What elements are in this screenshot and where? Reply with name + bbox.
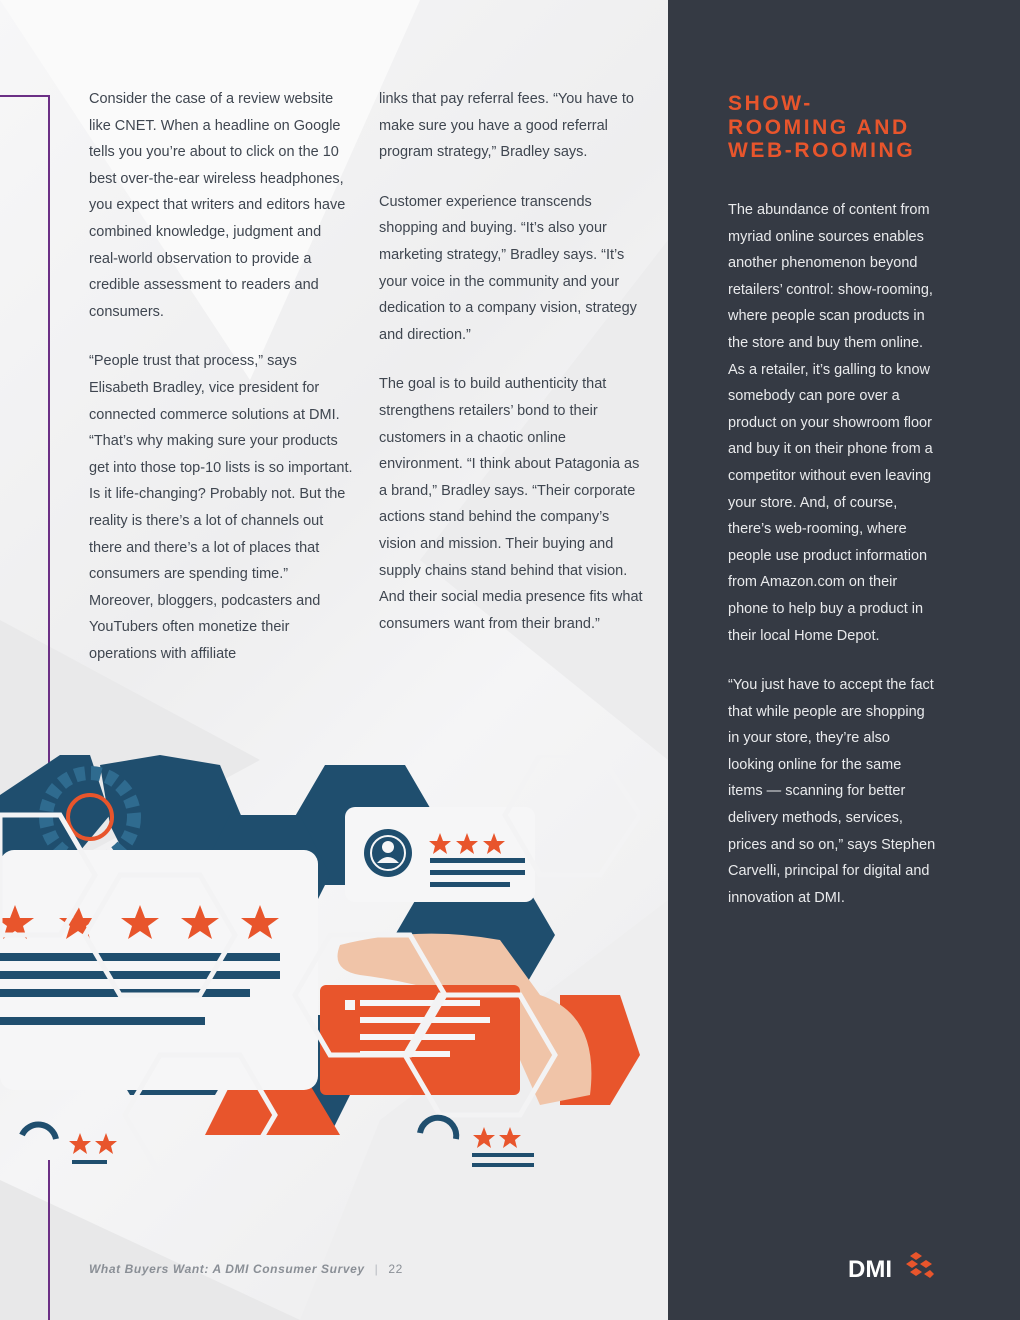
paragraph: links that pay referral fees. “You have to make sure you have a good referral program strategy,” Bradley says.: [379, 91, 634, 161]
purple-rule-vertical: [48, 95, 50, 775]
sidebar-panel: [668, 0, 1020, 1320]
logo-wordmark: DMI: [848, 1256, 892, 1282]
purple-rule-vertical-lower: [48, 1160, 50, 1320]
sidebar-heading-line: SHOW-: [728, 92, 813, 115]
sidebar-paragraph: “You just have to accept the fact that while people are shopping in your store, they’re also looking online for the same items — scanning for better delivery methods, services, prices and so on,” says Stephen Carvelli, principal for digital and innovation at DMI.: [728, 677, 936, 906]
paragraph: The goal is to build authenticity that strengthens retailers’ bond to their customers in a chaotic online environment. “I think about Patagonia as a brand,” Bradley says. “Their corporate actions stand behind the company’s vision and mission. Their buying and supply chains stand behind that vision. And their social media presence fits what consumers want from their brand.”: [379, 376, 643, 632]
sidebar-heading-line: WEB-ROOMING: [728, 139, 916, 162]
paragraph: Customer experience transcends shopping and buying. “It’s also your marketing strategy,” Bradley says. “It’s your voice in the community and your dedication to a company vision, strategy and direction.”: [379, 193, 637, 343]
sidebar-body: [728, 197, 938, 934]
page-number: 22: [388, 1262, 403, 1276]
sidebar-heading-line: ROOMING AND: [728, 115, 910, 139]
mini-review-right: [420, 1118, 534, 1167]
publication-title: What Buyers Want: A DMI Consumer Survey: [89, 1262, 365, 1276]
article-column-1: [89, 86, 354, 690]
page-footer: [89, 1262, 403, 1276]
sidebar-heading: [728, 92, 968, 163]
paragraph: “People trust that process,” says Elisabeth Bradley, vice president for connected commerce solutions at DMI. “That’s why making sure your products get into those top-10 lists is so important. Is it life-changing? Probably not. But the reality is there’s a lot of channels out there and there’s a lot of places that consumers are spending time.” Moreover, bloggers, podcasters and YouTubers often monetize their operations with affiliate: [89, 353, 353, 662]
logo-mark-icon: [906, 1252, 934, 1278]
review-hexagon-illustration: [0, 755, 668, 1175]
purple-rule-top: [0, 95, 50, 97]
article-column-2: [379, 86, 644, 660]
dmi-logo: [848, 1248, 934, 1282]
footer-separator: |: [374, 1262, 379, 1276]
sidebar-paragraph: The abundance of content from myriad online sources enables another phenomenon beyond retailers’ control: show-rooming, where people scan products in the store and buy them online. As a retailer, it’s galling to know somebody can pore over a product on your showroom floor and buy it on their phone from a competitor without even leaving your store. And, of course, there’s web-rooming, where people use product information from Amazon.com on their phone to help buy a product in their local Home Depot.: [728, 202, 933, 644]
mini-review-left: [22, 1125, 117, 1164]
paragraph: Consider the case of a review website like CNET. When a headline on Google tells you you’re about to click on the 10 best over-the-ear wireless headphones, you expect that writers and editors have combined knowledge, judgment and real-world observation to provide a credible assessment to readers and consumers.: [89, 91, 346, 320]
